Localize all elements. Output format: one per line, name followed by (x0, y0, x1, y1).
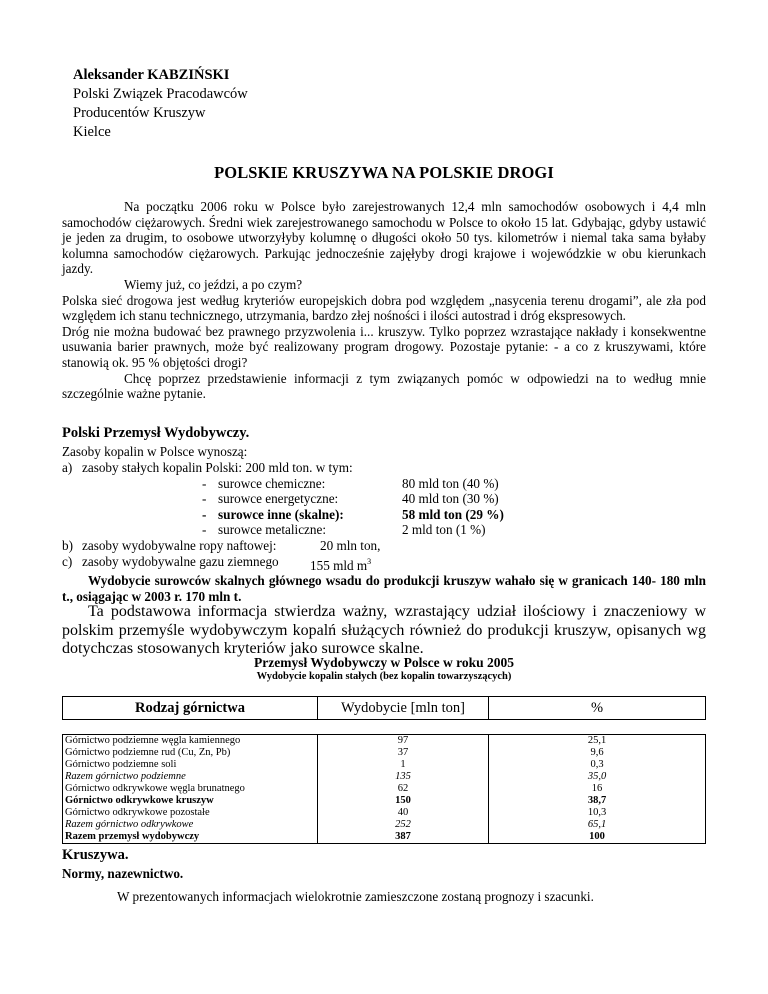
table-cell: Górnictwo podziemne rud (Cu, Zn, Pb) (63, 747, 318, 759)
superscript: 3 (367, 556, 372, 566)
table-cell: 1 (318, 759, 489, 771)
list-item (62, 538, 582, 554)
key-statement (62, 603, 706, 659)
mining-table (62, 696, 706, 844)
table-cell: 16 (489, 783, 706, 795)
resource-name: surowce chemiczne: (218, 475, 326, 491)
table-cell: 135 (318, 771, 489, 783)
list-item-value (310, 554, 371, 574)
section-heading: Kruszywa. (62, 847, 129, 863)
list-item-text: zasoby wydobywalne gazu ziemnego (82, 553, 279, 569)
table-cell: 62 (318, 783, 489, 795)
table-row (63, 795, 706, 807)
dash: - (202, 506, 207, 522)
table-header-row (63, 697, 706, 720)
intro-paragraph: Chcę poprzez przedstawienie informacji z tym związanych pomóc w odpowiedzi na to według mnie szczególnie ważne pytanie. (62, 370, 706, 402)
resource-name: surowce metaliczne: (218, 522, 327, 538)
table-cell: Górnictwo odkrywkowe kruszyw (63, 795, 318, 807)
table-cell: 38,7 (489, 795, 706, 807)
intro-paragraph: Dróg nie można budować bez prawnego przyzwolenia i... kruszyw. Tylko poprzez wzrastające nakłady i konsekwentne usuwania barier prawnych, może być realizowany program drogowy. Pozostaje pytanie: - a co z kruszywami, które stanowią ok. 95 % objętości drogi? (62, 323, 706, 370)
intro-paragraph: Na początku 2006 roku w Polsce było zarejestrowanych 12,4 mln samochodów osobowych i 4,4 mln samochodów ciężarowych. Średni wiek zarejestrowanego samochodu w Polsce to około 15 lat. Gdybając, gdyby ustawić je jeden za drugim, to osobowe utworzyłyby kolumnę o długości około 50 tys. kilometrów i niemal taka sama byłaby kolumna samochodów ciężarowych. Parkując jednocześnie zajęłyby drogi krajowe i wojewódzkie w obu kierunkach jazdy. (62, 199, 706, 277)
table-cell: Górnictwo podziemne węgla kamiennego (63, 735, 318, 748)
table-cell: Górnictwo podziemne soli (63, 759, 318, 771)
sub-list-item (62, 491, 582, 507)
list-marker: c) (62, 553, 73, 569)
table-row (63, 831, 706, 844)
dash: - (202, 522, 207, 538)
author-org-line-1: Polski Związek Pracodawców (73, 86, 248, 102)
key-statement-text: Ta podstawowa informacja stwierdza ważny, wzrastający udział ilościowy i znaczeniowy w polskim przemyśle wydobywczym kopalń służących również do produkcji kruszyw, opisanych wg dotychczas stosowanych kryteriów jako surowce skalne. (62, 603, 706, 657)
table-row (63, 819, 706, 831)
sub-list-item (62, 507, 582, 523)
table-subtitle: Wydobycie kopalin stałych (bez kopalin towarzyszących) (256, 671, 512, 682)
intro-text (62, 199, 706, 402)
author-city: Kielce (73, 124, 111, 140)
body-text: W prezentowanych informacjach wielokrotnie zamieszczone zostaną prognozy i szacunki. (117, 889, 594, 904)
resource-value: 2 mld ton (1 %) (402, 522, 486, 538)
list-item (62, 553, 582, 573)
extraction-statement: Wydobycie surowców skalnych głównego wsadu do produkcji kruszyw wahało się w granicach 140- 180 mln t., osiągając w 2003 r. 170 mln t. (62, 573, 706, 604)
section-heading: Polski Przemysł Wydobywczy. (62, 425, 250, 441)
table-row (63, 771, 706, 783)
table-cell: Razem górnictwo podziemne (63, 771, 318, 783)
resource-value: 58 mld ton (29 %) (402, 506, 504, 522)
table-cell: 35,0 (489, 771, 706, 783)
table-title: Przemysł Wydobywczy w Polsce w roku 2005 (254, 655, 514, 670)
table-row (63, 783, 706, 795)
sub-list-item (62, 522, 582, 538)
resources-lead: Zasoby kopalin w Polsce wynoszą: (62, 444, 248, 459)
table-cell: 97 (318, 735, 489, 748)
document-title: POLSKIE KRUSZYWA NA POLSKIE DROGI (214, 163, 554, 182)
resource-name: surowce energetyczne: (218, 491, 339, 507)
section-subheading: Normy, nazewnictwo. (62, 866, 184, 881)
table-cell: 40 (318, 807, 489, 819)
column-header: Wydobycie [mln ton] (318, 697, 489, 720)
list-marker: b) (62, 537, 73, 553)
column-header: % (489, 697, 706, 720)
dash: - (202, 475, 207, 491)
table-spacer (63, 720, 706, 735)
table-cell: 10,3 (489, 807, 706, 819)
author-org-line-2: Producentów Kruszyw (73, 105, 206, 121)
author-block (73, 66, 248, 142)
table-cell: Razem przemysł wydobywczy (63, 831, 318, 844)
list-item-text: zasoby stałych kopalin Polski: 200 mld ton. w tym: (82, 460, 353, 475)
intro-paragraph: Wiemy już, co jeździ, a po czym? (124, 276, 303, 292)
table-cell: Górnictwo odkrywkowe węgla brunatnego (63, 783, 318, 795)
resource-value: 80 mld ton (40 %) (402, 475, 499, 491)
intro-paragraph: Polska sieć drogowa jest według kryteriów europejskich dobra pod względem „nasycenia terenu drogami”, ale zła pod względem ich stanu technicznego, utrzymania, bardzo złej nośności i ilości autostrad i dróg ekspresowych. (62, 292, 706, 324)
table-cell: 25,1 (489, 735, 706, 748)
author-name: Aleksander KABZIŃSKI (73, 67, 230, 83)
table-row (63, 807, 706, 819)
gas-value: 155 mld m (310, 557, 368, 573)
list-item-text: zasoby wydobywalne ropy naftowej: (82, 537, 277, 553)
table-cell: Razem górnictwo odkrywkowe (63, 819, 318, 831)
table-row (63, 747, 706, 759)
table-cell: 150 (318, 795, 489, 807)
list-marker: a) (62, 460, 73, 475)
table-cell: 0,3 (489, 759, 706, 771)
resources-list (62, 460, 582, 573)
table-cell: 100 (489, 831, 706, 844)
resource-value: 40 mld ton (30 %) (402, 491, 499, 507)
resource-name: surowce inne (skalne): (218, 506, 344, 522)
sub-list-item (62, 476, 582, 492)
table-cell: 9,6 (489, 747, 706, 759)
table-cell: 65,1 (489, 819, 706, 831)
table-row (63, 735, 706, 748)
table-cell: 387 (318, 831, 489, 844)
dash: - (202, 491, 207, 507)
table-cell: 37 (318, 747, 489, 759)
column-header: Rodzaj górnictwa (63, 697, 318, 720)
table-cell: Górnictwo odkrywkowe pozostałe (63, 807, 318, 819)
table-row (63, 759, 706, 771)
list-item (62, 460, 582, 476)
list-item-value: 20 mln ton, (320, 537, 381, 553)
table-cell: 252 (318, 819, 489, 831)
